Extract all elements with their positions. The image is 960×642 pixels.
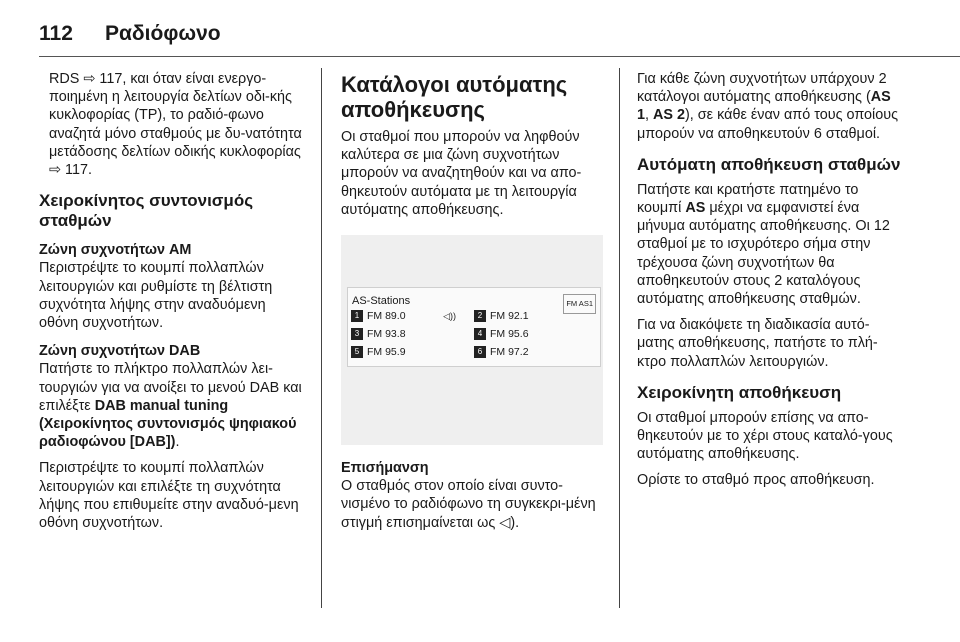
am-band-heading: Ζώνη συχνοτήτων AM xyxy=(39,242,192,259)
station-row xyxy=(351,326,597,342)
text-fragment: , xyxy=(645,107,654,124)
station-frequency: 95.6 xyxy=(508,327,529,340)
station-preset-1 xyxy=(351,308,474,324)
preset-number: 4 xyxy=(474,328,486,340)
page-number: 112 xyxy=(39,22,73,45)
column-divider-1 xyxy=(321,68,322,608)
page-header xyxy=(39,14,221,54)
column-divider-2 xyxy=(619,68,620,608)
station-band: FM xyxy=(367,345,383,358)
station-row xyxy=(351,344,597,360)
as-button-label: AS xyxy=(685,200,706,217)
station-preset-2 xyxy=(474,308,597,324)
text-fragment: Πατήστε και κρατήστε πατημένο το κουμπί xyxy=(637,181,859,217)
preset-number: 5 xyxy=(351,346,363,358)
dab-text-start: Πατήστε το πλήκτρο πολλαπλών λει-τουργιών για να ανοίξει το μενού DAB και επιλέξτε xyxy=(39,361,302,414)
auto-store-heading: Αυτόματη αποθήκευση σταθμών xyxy=(637,154,901,174)
as-stations-screen xyxy=(347,287,601,367)
note-text: Ο σταθμός στον οποίο είναι συντο-νισμένο το ραδιόφωνο τη συγκεκρι-μένη στιγμή επισημαίνεται ως ◁). xyxy=(341,478,596,531)
dab-text-end: . xyxy=(175,434,180,451)
preset-number: 3 xyxy=(351,328,363,340)
screen-title: AS-Stations xyxy=(352,295,411,308)
note-heading: Επισήμανση xyxy=(341,460,429,477)
dab-manual-tuning-label: DAB manual tuning (Χειροκίνητος συντονισμός ψηφιακού ραδιοφώνου [DAB]) xyxy=(39,397,297,451)
dab-band-heading: Ζώνη συχνοτήτων DAB xyxy=(39,343,201,360)
screen-band-tag: FM AS1 xyxy=(563,294,596,314)
station-frequency: 89.0 xyxy=(385,309,406,322)
page-title: Ραδιόφωνο xyxy=(105,22,221,45)
preset-number: 2 xyxy=(474,310,486,322)
manual-store-heading: Χειροκίνητη αποθήκευση xyxy=(637,382,842,402)
column-middle xyxy=(341,70,603,540)
station-band: FM xyxy=(367,309,383,322)
header-rule xyxy=(39,56,960,57)
station-band: FM xyxy=(367,327,383,340)
rds-paragraph: RDS ⇨ 117, και όταν είναι ενεργο-ποιημένη η λειτουργία δελτίων οδι-κής κυκλοφορίας (TP), το ραδιό-φωνο αναζητά μόνο σταθμούς με δυ-νατότητα μετάδοσης δελτίων οδικής κυκλοφορίας ⇨ 117. xyxy=(49,71,302,179)
preset-number: 1 xyxy=(351,310,363,322)
preset-number: 6 xyxy=(474,346,486,358)
dab-band-text xyxy=(39,360,305,451)
column-left xyxy=(39,70,305,540)
station-preset-4 xyxy=(474,326,597,342)
manual-store-step: Ορίστε το σταθμό προς αποθήκευση. xyxy=(637,472,875,489)
am-band-text: Περιστρέψτε το κουμπί πολλαπλών λειτουργιών και ρυθμίστε τη βέλτιστη συχνότητα λήψης στην αναδυόμενη οθόνη συχνοτήτων. xyxy=(39,260,273,332)
column-right xyxy=(637,70,903,498)
as1-label: AS 1 xyxy=(637,89,891,124)
station-band: FM xyxy=(490,327,506,340)
autostore-lists-text: Οι σταθμοί που μπορούν να ληφθούν καλύτερα σε μια ζώνη συχνοτήτων μπορούν να αναζητηθούν και να απο-θηκευτούν αυτόματα με τη λειτουργία αυτόματης αποθήκευσης. xyxy=(341,129,582,218)
text-fragment: μέχρι να εμφανιστεί ένα μήνυμα αυτόματης αποθήκευσης. Οι 12 σταθμοί με το ισχυρότερο σήμα στην τρέχουσα ζώνη συχνοτήτων θα αποθηκευτούν στους 2 καταλόγους αυτόματης αποθήκευσης σταθμών. xyxy=(637,200,890,308)
manual-tuning-heading: Χειροκίνητος συντονισμός σταθμών xyxy=(39,191,254,231)
text-fragment: ), σε κάθε έναν από τους οποίους μπορούν να αποθηκευτούν 6 σταθμοί. xyxy=(637,107,899,142)
station-band: FM xyxy=(490,309,506,322)
station-frequency: 95.9 xyxy=(385,345,406,358)
station-frequency: 92.1 xyxy=(508,309,529,322)
station-preset-3 xyxy=(351,326,474,342)
cancel-auto-store-text: Για να διακόψετε τη διαδικασία αυτό-ματης αποθήκευσης, πατήστε το πλή-κτρο πολλαπλών λειτουργιών. xyxy=(637,317,878,370)
autostore-lists-info xyxy=(637,70,903,143)
station-preset-5 xyxy=(351,344,474,360)
speaker-icon: ◁)) xyxy=(443,310,457,321)
station-frequency: 93.8 xyxy=(385,327,406,340)
as-stations-figure xyxy=(341,235,603,445)
auto-store-text xyxy=(637,181,903,308)
station-band: FM xyxy=(490,345,506,358)
autostore-lists-heading: Κατάλογοι αυτόματης αποθήκευσης xyxy=(341,72,568,122)
station-preset-6 xyxy=(474,344,597,360)
dab-rotate-text: Περιστρέψτε το κουμπί πολλαπλών λειτουργιών και επιλέξτε τη συχνότητα λήψης που επιθυμείτε στην αναδυό-μενη οθόνη συχνοτήτων. xyxy=(39,460,299,532)
manual-store-text: Οι σταθμοί μπορούν επίσης να απο-θηκευτούν με το χέρι στους καταλό-γους αυτόματης αποθήκευσης. xyxy=(637,409,893,463)
station-row xyxy=(351,308,597,324)
as2-label: AS 2 xyxy=(653,107,686,124)
station-frequency: 97.2 xyxy=(508,345,529,358)
text-fragment: Για κάθε ζώνη συχνοτήτων υπάρχουν 2 κατάλογοι αυτόματης αποθήκευσης ( xyxy=(637,71,887,106)
